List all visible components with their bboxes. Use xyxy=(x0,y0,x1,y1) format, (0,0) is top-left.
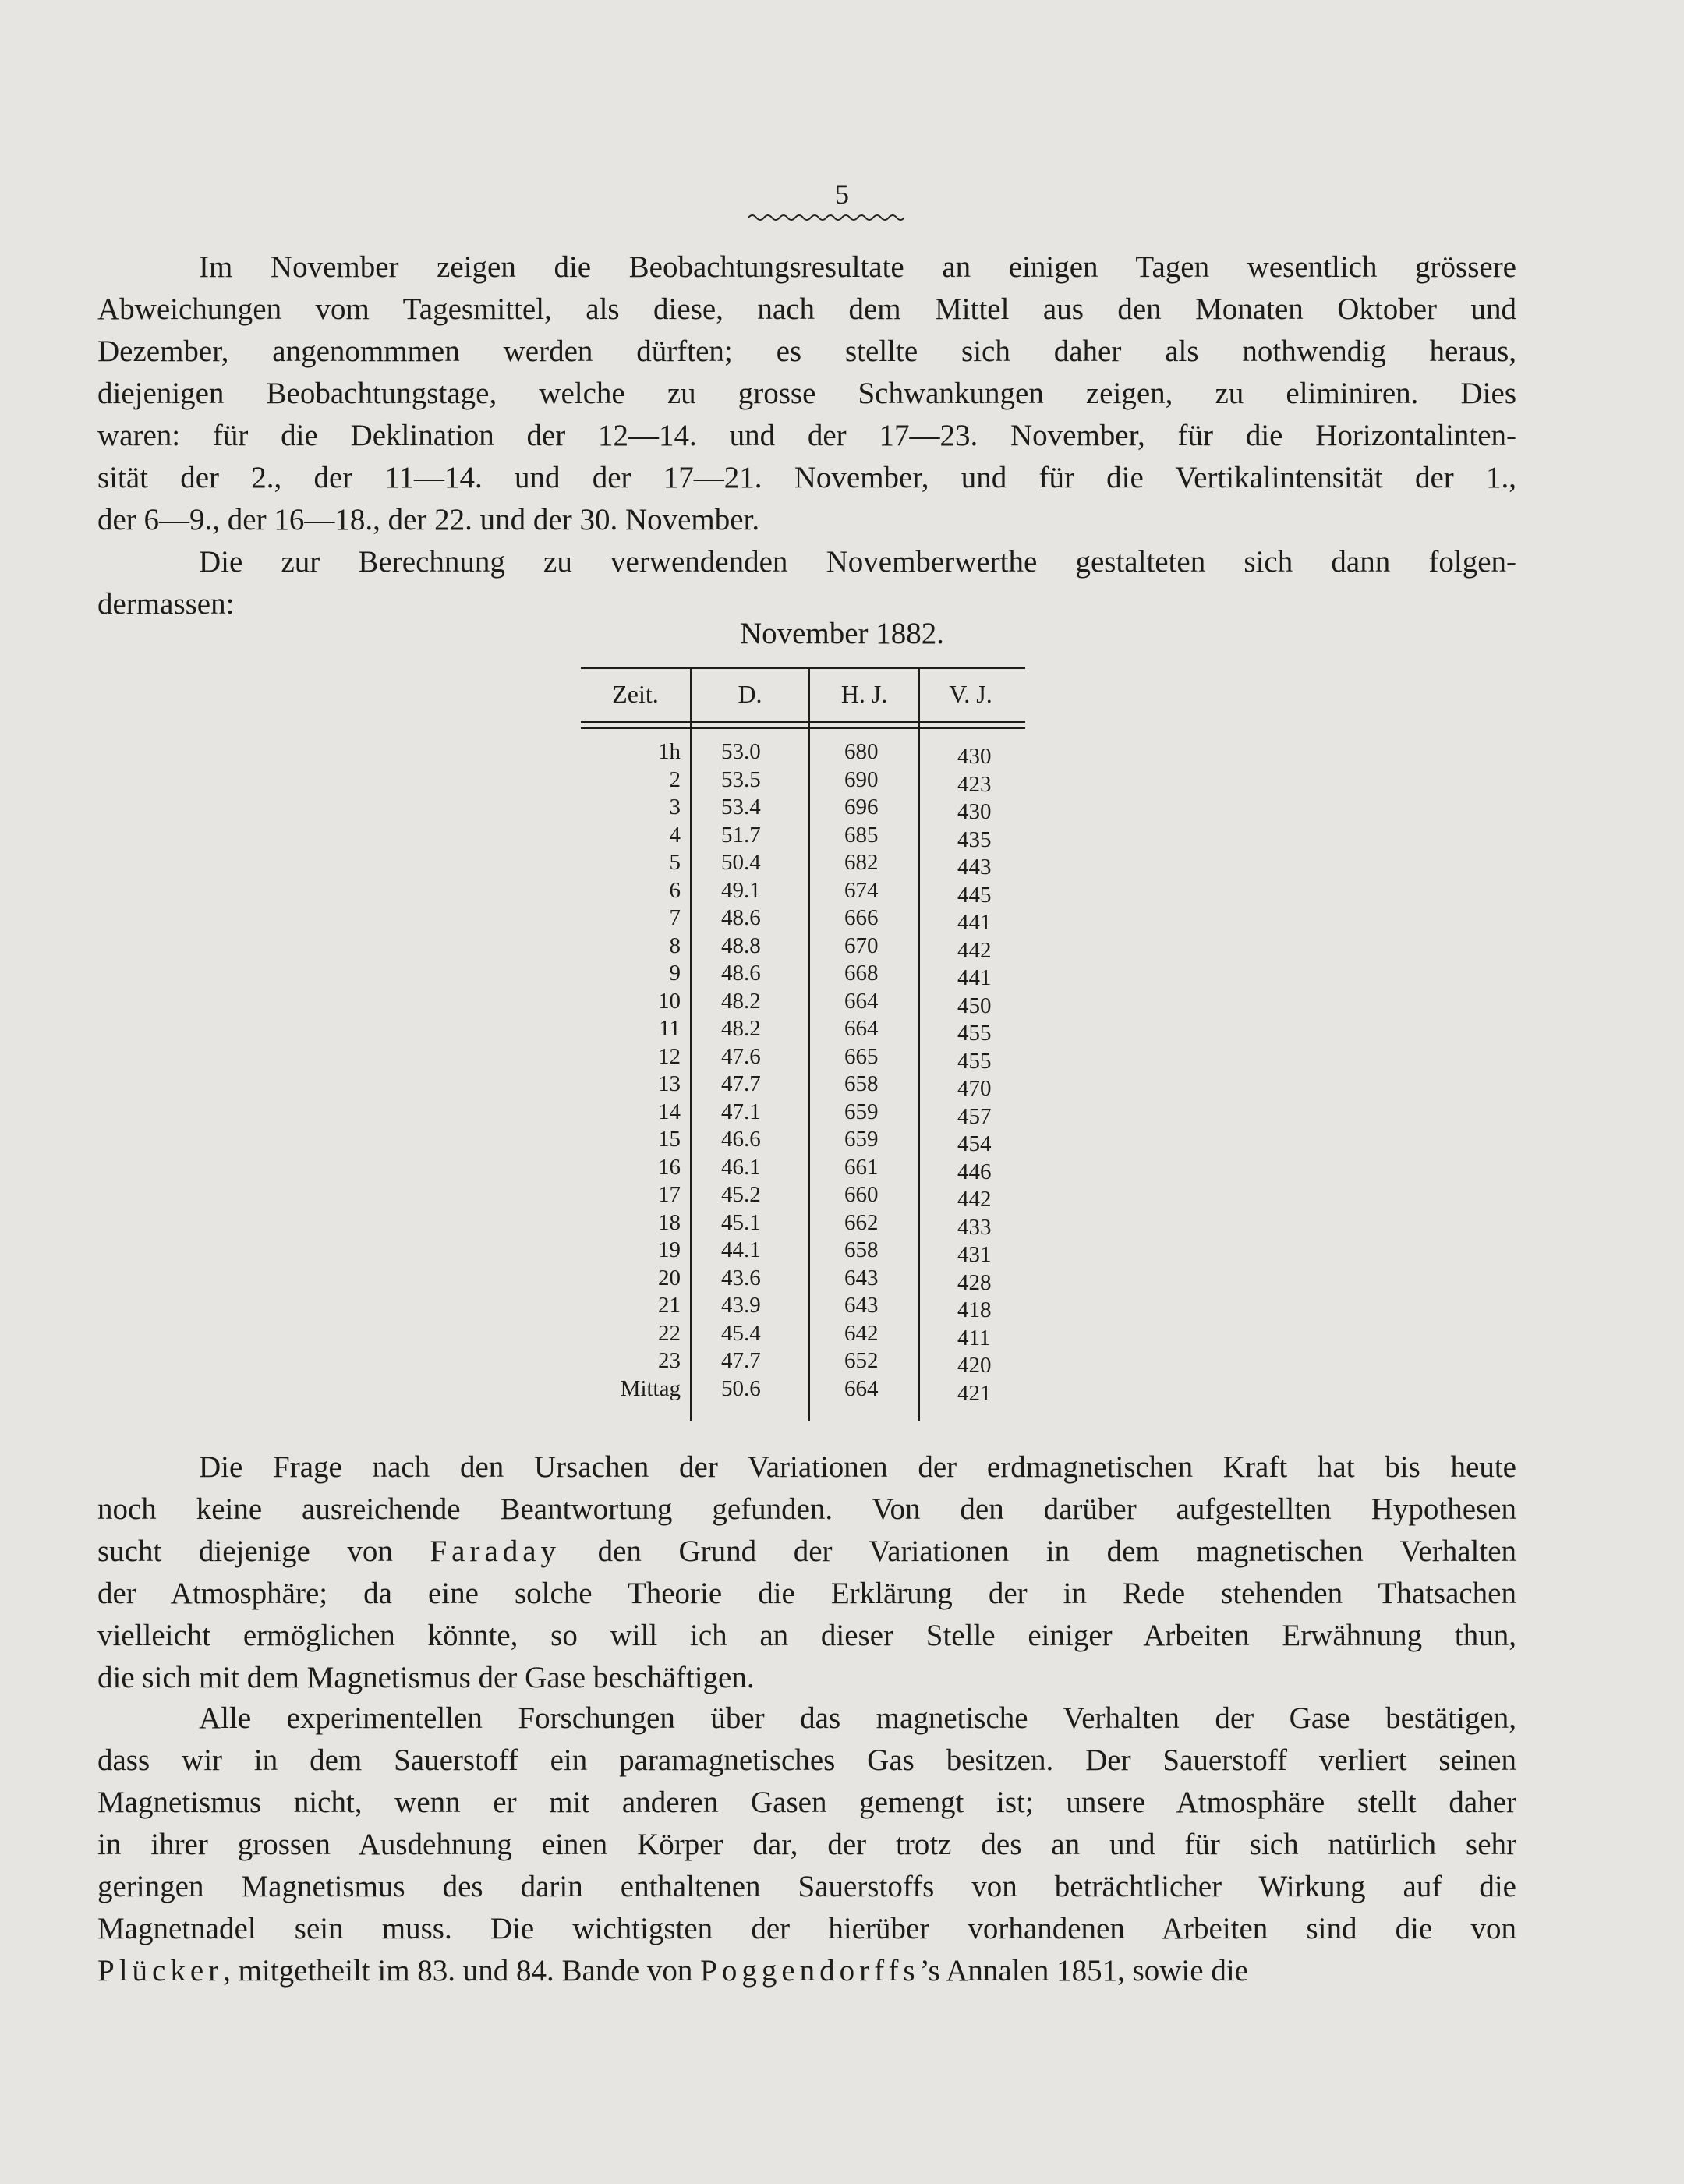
cell-zeit: 1h xyxy=(658,739,681,764)
cell-zeit: 10 xyxy=(658,988,681,1014)
col-header-vj: V. J. xyxy=(949,680,992,708)
cell-hj: 664 xyxy=(844,1375,879,1401)
cell-vj: 442 xyxy=(957,1187,992,1212)
cell-vj: 455 xyxy=(957,1048,992,1074)
para1-line: Abweichungen vom Tagesmittel, als diese, nach dem Mittel aus den Monaten Oktober und xyxy=(97,292,1516,326)
col-header-hj: H. J. xyxy=(840,680,888,708)
cell-d: 50.6 xyxy=(721,1375,761,1401)
cell-vj: 450 xyxy=(957,993,992,1018)
cell-zeit: 13 xyxy=(658,1071,681,1096)
cell-hj: 685 xyxy=(844,822,879,848)
para3-line: die sich mit dem Magnetismus der Gase beschäftigen. xyxy=(97,1661,755,1694)
cell-zeit: 14 xyxy=(658,1099,681,1124)
cell-zeit: 6 xyxy=(669,877,681,903)
cell-d: 46.6 xyxy=(721,1127,761,1152)
cell-zeit: 5 xyxy=(669,850,681,875)
cell-hj: 664 xyxy=(844,988,879,1014)
cell-vj: 430 xyxy=(957,799,992,824)
cell-d: 51.7 xyxy=(721,822,761,848)
cell-hj: 664 xyxy=(844,1016,879,1041)
cell-vj: 411 xyxy=(957,1325,991,1350)
paragraph-1 xyxy=(97,246,1516,541)
cell-zeit: 3 xyxy=(669,795,681,819)
cell-vj: 470 xyxy=(957,1076,992,1101)
cell-hj: 661 xyxy=(844,1154,879,1180)
para2-line: dermassen: xyxy=(97,587,235,621)
cell-zeit: 4 xyxy=(669,822,681,848)
cell-zeit: 8 xyxy=(669,933,681,958)
cell-vj: 443 xyxy=(957,855,992,880)
cell-d: 53.5 xyxy=(721,766,761,792)
table-title: November 1882. xyxy=(739,617,945,650)
table-top-rule xyxy=(581,667,1025,669)
cell-hj: 652 xyxy=(844,1348,879,1373)
cell-vj: 418 xyxy=(957,1297,992,1322)
cell-zeit: 21 xyxy=(658,1293,681,1318)
para3-line: Die Frage nach den Ursachen der Variationen der erdmagnetischen Kraft hat bis heute xyxy=(199,1450,1516,1484)
cell-d: 46.1 xyxy=(721,1154,761,1180)
cell-hj: 668 xyxy=(844,961,879,986)
paragraph-3 xyxy=(97,1446,1516,1699)
para3-line: vielleicht ermöglichen könnte, so will ich an dieser Stelle einiger Arbeiten Erwähnung thun, xyxy=(97,1619,1516,1652)
cell-d: 48.2 xyxy=(721,1016,761,1041)
cell-hj: 690 xyxy=(844,766,879,792)
cell-d: 47.6 xyxy=(721,1043,761,1069)
cell-d: 48.2 xyxy=(721,988,761,1014)
cell-vj: 454 xyxy=(957,1131,992,1156)
cell-zeit: 22 xyxy=(658,1320,681,1346)
cell-zeit: 11 xyxy=(659,1016,681,1041)
para3-line: noch keine ausreichende Beantwortung gefunden. Von den darüber aufgestellten Hypothesen xyxy=(97,1492,1516,1526)
cell-vj: 433 xyxy=(957,1214,992,1240)
cell-hj: 696 xyxy=(844,795,879,819)
cell-hj: 659 xyxy=(844,1127,879,1152)
cell-zeit: 7 xyxy=(669,905,681,930)
para1-line: Dezember, angenommmen werden dürften; es stellte sich daher als nothwendig heraus, xyxy=(97,335,1516,368)
cell-zeit: 9 xyxy=(669,961,681,986)
cell-d: 47.7 xyxy=(721,1071,761,1096)
cell-zeit: 19 xyxy=(658,1237,681,1262)
cell-hj: 682 xyxy=(844,850,879,875)
cell-zeit: 16 xyxy=(658,1154,681,1180)
wavy-rule-ornament xyxy=(748,212,904,223)
col-header-zeit: Zeit. xyxy=(612,680,659,708)
page-number: 5 xyxy=(835,179,849,210)
cell-zeit: 17 xyxy=(658,1182,681,1207)
para4-line: in ihrer grossen Ausdehnung einen Körper dar, der trotz des an und für sich natürlich sehr xyxy=(97,1828,1516,1861)
table-header-rule xyxy=(581,721,1025,723)
cell-d: 48.6 xyxy=(721,961,761,986)
para4-line: dass wir in dem Sauerstoff ein paramagnetisches Gas besitzen. Der Sauerstoff verliert seinen xyxy=(97,1743,1516,1777)
cell-hj: 665 xyxy=(844,1043,879,1069)
cell-d: 47.7 xyxy=(721,1348,761,1373)
para4-line: geringen Magnetismus des darin enthaltenen Sauerstoffs von beträchtlicher Wirkung auf die xyxy=(97,1870,1516,1903)
para1-line: sität der 2., der 11—14. und der 17—21. November, und für die Vertikalintensität der 1., xyxy=(97,461,1516,494)
cell-hj: 658 xyxy=(844,1237,879,1262)
table-divider-3 xyxy=(918,667,920,1421)
col-header-d: D. xyxy=(738,680,762,708)
cell-vj: 441 xyxy=(957,965,992,990)
cell-d: 43.6 xyxy=(721,1265,761,1290)
cell-d: 44.1 xyxy=(721,1237,761,1262)
cell-vj: 435 xyxy=(957,827,992,852)
cell-hj: 674 xyxy=(844,877,879,903)
cell-hj: 666 xyxy=(844,905,879,930)
table-header-rule-2 xyxy=(581,727,1025,729)
para1-line: diejenigen Beobachtungstage, welche zu grosse Schwankungen zeigen, zu eliminiren. Dies xyxy=(97,377,1516,410)
paragraph-4 xyxy=(97,1697,1516,1992)
cell-zeit: 18 xyxy=(658,1209,681,1235)
cell-d: 53.0 xyxy=(721,739,761,764)
cell-d: 43.9 xyxy=(721,1293,761,1318)
cell-d: 45.1 xyxy=(721,1209,761,1235)
cell-hj: 642 xyxy=(844,1320,879,1346)
cell-d: 45.2 xyxy=(721,1182,761,1207)
cell-hj: 660 xyxy=(844,1182,879,1207)
cell-zeit: 23 xyxy=(658,1348,681,1373)
cell-d: 48.6 xyxy=(721,905,761,930)
cell-d: 50.4 xyxy=(721,850,761,875)
cell-vj: 455 xyxy=(957,1021,992,1046)
cell-zeit: 12 xyxy=(658,1043,681,1069)
cell-d: 47.1 xyxy=(721,1099,761,1124)
para4-line: Alle experimentellen Forschungen über das magnetische Verhalten der Gase bestätigen, xyxy=(199,1701,1516,1735)
cell-vj: 423 xyxy=(957,771,992,797)
cell-vj: 442 xyxy=(957,937,992,963)
para4-line: Plücker, mitgetheilt im 83. und 84. Bande von Poggendorffs’s Annalen 1851, sowie die xyxy=(97,1954,1248,1988)
para2-line: Die zur Berechnung zu verwendenden Novemberwerthe gestalteten sich dann folgen- xyxy=(199,545,1516,579)
para1-line: Im November zeigen die Beobachtungsresultate an einigen Tagen wesentlich grössere xyxy=(199,250,1516,284)
cell-vj: 441 xyxy=(957,910,992,935)
cell-vj: 457 xyxy=(957,1103,992,1129)
para3-line: sucht diejenige von Faraday den Grund der Variationen in dem magnetischen Verhalten xyxy=(97,1534,1517,1568)
cell-zeit: 20 xyxy=(658,1265,681,1290)
cell-hj: 670 xyxy=(844,933,879,958)
cell-vj: 445 xyxy=(957,882,992,908)
cell-hj: 680 xyxy=(844,739,879,764)
table-divider-1 xyxy=(690,667,692,1421)
cell-zeit: 2 xyxy=(669,766,681,792)
paragraph-2 xyxy=(97,541,1516,625)
table-divider-2 xyxy=(808,667,810,1421)
cell-vj: 428 xyxy=(957,1269,992,1295)
cell-hj: 659 xyxy=(844,1099,879,1124)
cell-vj: 446 xyxy=(957,1159,992,1184)
cell-vj: 421 xyxy=(957,1380,992,1406)
cell-zeit: 15 xyxy=(658,1127,681,1152)
cell-d: 53.4 xyxy=(721,795,761,819)
cell-d: 49.1 xyxy=(721,877,761,903)
cell-hj: 643 xyxy=(844,1265,879,1290)
cell-hj: 643 xyxy=(844,1293,879,1318)
cell-d: 45.4 xyxy=(721,1320,761,1346)
para4-line: Magnetismus nicht, wenn er mit anderen Gasen gemengt ist; unsere Atmosphäre stellt daher xyxy=(97,1786,1516,1819)
para1-line: der 6—9., der 16—18., der 22. und der 30. November. xyxy=(97,503,760,536)
cell-hj: 662 xyxy=(844,1209,879,1235)
cell-hj: 658 xyxy=(844,1071,879,1096)
para1-line: waren: für die Deklination der 12—14. und der 17—23. November, für die Horizontalinten- xyxy=(97,419,1516,452)
para3-line: der Atmosphäre; da eine solche Theorie die Erklärung der in Rede stehenden Thatsachen xyxy=(97,1577,1516,1610)
cell-vj: 430 xyxy=(957,744,992,769)
cell-vj: 420 xyxy=(957,1353,992,1378)
cell-zeit: Mittag xyxy=(620,1375,681,1401)
cell-d: 48.8 xyxy=(721,933,761,958)
cell-vj: 431 xyxy=(957,1242,992,1267)
para4-line: Magnetnadel sein muss. Die wichtigsten der hierüber vorhandenen Arbeiten sind die von xyxy=(97,1912,1516,1945)
